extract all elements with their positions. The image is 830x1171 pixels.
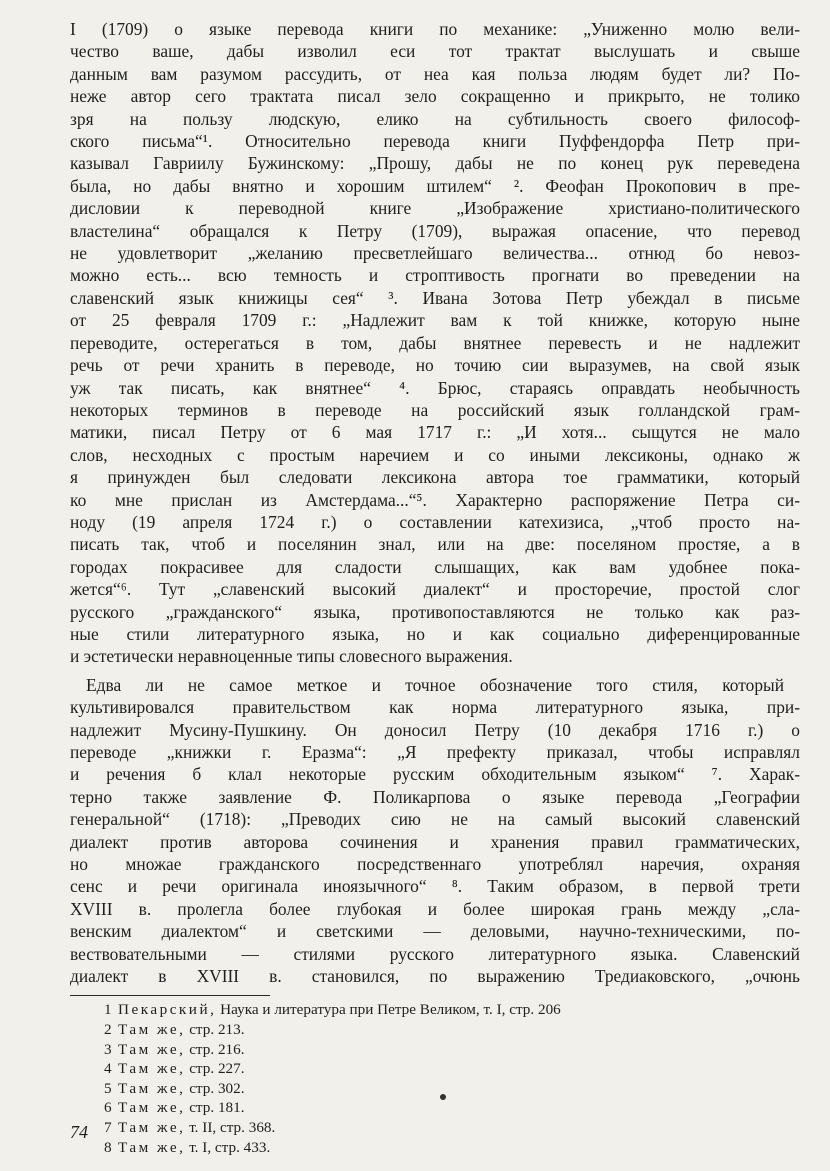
- text-line: была, но дабы внятно и хорошим штилем“ ². Феофан Прокопович в пре-: [70, 175, 800, 196]
- footnote-author: Там же,: [118, 1119, 186, 1137]
- text-line: ноду (19 апреля 1724 г.) о составлении катехизиса, „чтоб просто на-: [70, 511, 800, 532]
- text-line: славенский язык книжицы сея“ ³. Ивана Зотова Петр убеждал в письме: [70, 287, 800, 308]
- footnote-number: 3: [104, 1040, 112, 1058]
- footnote-number: 8: [104, 1138, 112, 1156]
- text-line: ко мне прислан из Амстердама...“⁵. Характерно распоряжение Петра си-: [70, 489, 800, 510]
- footnote-divider: [70, 995, 270, 996]
- footnote-reference: стр. 227.: [189, 1060, 245, 1078]
- footnote-reference: стр. 216.: [189, 1040, 245, 1058]
- footnote-author: Там же,: [118, 1138, 186, 1156]
- text-line: Едва ли не самое меткое и точное обозначение того стиля, который: [86, 674, 784, 695]
- text-line: зря на пользу людскую, елико на субтильность своего философ-: [70, 108, 800, 129]
- text-line: слов, несходных с простым наречием и со иными лексиконы, однако ж: [70, 444, 800, 465]
- text-line: не удовлетворит „желанию пресветлейшаго величества... отнюд бо невоз-: [70, 243, 800, 264]
- text-line: культивировался правительством как норма литературного языка, при-: [70, 697, 800, 718]
- text-line: дисловии к переводной книге „Изображение христиано-политического: [70, 198, 800, 219]
- text-line: терно также заявление Ф. Поликарпова о языке перевода „Географии: [70, 786, 800, 807]
- text-line: речь от речи хранить в переводе, но точию сии выразумев, на свой язык: [70, 355, 800, 376]
- text-line: и речения б клал некоторые русским обходительным языком“ ⁷. Харак-: [70, 764, 800, 785]
- text-line: писать так, чтоб и поселянин знал, или на две: поселяном простяе, а в: [70, 534, 800, 555]
- footnote-author: Пекарский,: [118, 1001, 217, 1019]
- text-line: но множае гражданского посредственнаго употреблял наречия, охраняя: [70, 854, 800, 875]
- text-line: I (1709) о языке перевода книги по механике: „Униженно молю вели-: [70, 19, 800, 39]
- text-line: некоторых терминов в переводе на российский язык голландской грам-: [70, 399, 800, 420]
- footnote-reference: т. I, стр. 433.: [189, 1138, 271, 1156]
- footnote-number: 5: [104, 1079, 112, 1097]
- text-line: надлежит Мусину-Пушкину. Он доносил Петру (10 декабря 1716 г.) о: [70, 719, 800, 740]
- text-line: неже автор сего трактата писал зело сокращенно и прикрыто, не толико: [70, 86, 800, 107]
- text-line: генеральной“ (1718): „Преводих сию не на самый высокий славенский: [70, 809, 800, 830]
- text-line: можно есть... всю темность и строптивость прогнати во преведении на: [70, 265, 800, 286]
- footnote-reference: т. II, стр. 368.: [189, 1119, 276, 1137]
- ink-speck: [440, 1094, 446, 1100]
- text-line: чество ваше, дабы изволил еси тот трактат выслушать и свыше: [70, 41, 800, 62]
- footnote-author: Там же,: [118, 1060, 186, 1078]
- footnote-author: Там же,: [118, 1040, 186, 1058]
- paragraph-1: [70, 18, 800, 668]
- text-line: ского письма“¹. Относительно перевода книги Пуффендорфа Петр при-: [70, 131, 800, 152]
- text-line: ные стили литературного языка, но и как социально диференцированные: [70, 623, 800, 644]
- text-line: русского „гражданского“ языка, противопоставляются не только как раз-: [70, 601, 800, 622]
- footnote-author: Там же,: [118, 1021, 186, 1039]
- paragraph-2: [70, 674, 800, 988]
- text-line: матики, писал Петру от 6 мая 1717 г.: „И хотя... сыщутся не мало: [70, 422, 800, 443]
- text-line: сенс и речи оригинала иноязычного“ ⁸. Таким образом, в первой трети: [70, 876, 800, 897]
- text-line: городах покрасивее для сладости слышащих, как вам удобнее пока-: [70, 556, 800, 577]
- text-line: вествовательными — стилями русского литературного языка. Славенский: [70, 943, 800, 964]
- footnote: [70, 1098, 800, 1118]
- page-number: 74: [70, 1122, 88, 1142]
- footnote: [70, 1020, 800, 1040]
- footnotes: [70, 1000, 800, 1157]
- footnote-author: Там же,: [118, 1079, 186, 1097]
- text-line: жется“⁶. Тут „славенский высокий диалект“ и просторечие, простой слог: [70, 579, 800, 600]
- footnote: [70, 1138, 800, 1158]
- text-line: казывал Гавриилу Бужинскому: „Прошу, дабы не по конец рук переведена: [70, 153, 800, 174]
- text-line: XVIII в. пролегла более глубокая и более широкая грань между „сла-: [70, 898, 800, 919]
- footnote: [70, 1118, 800, 1138]
- footnote: [70, 1079, 800, 1099]
- text-line: властелина“ обращался к Петру (1709), выражая опасение, что перевод: [70, 220, 800, 241]
- text-line: диалект против авторова сочинения и хранения правил грамматических,: [70, 831, 800, 852]
- text-line: я принужден был следовати лексикона автора тое грамматики, который: [70, 467, 800, 488]
- footnote-number: 1: [104, 1001, 112, 1019]
- footnote-reference: стр. 213.: [189, 1021, 245, 1039]
- text-line: уж так писать, как внятнее“ ⁴. Брюс, стараясь оправдать необычность: [70, 377, 800, 398]
- footnote-number: 7: [104, 1119, 112, 1137]
- text-line: данным вам разумом рассудить, от неа кая польза людям будет ли? По-: [70, 63, 800, 84]
- text-line: венским диалектом“ и светскими — деловыми, научно-техническими, по-: [70, 921, 800, 942]
- text-line: переводите, остерегаться в том, дабы внятнее перевесть и не надлежит: [70, 332, 800, 353]
- footnote-reference: стр. 181.: [189, 1099, 245, 1117]
- footnote: [70, 1000, 800, 1020]
- text-line: переводе „книжки г. Еразма“: „Я префекту приказал, чтобы исправлял: [70, 742, 800, 762]
- footnote-reference: стр. 302.: [189, 1079, 245, 1097]
- footnote-number: 4: [104, 1060, 112, 1078]
- footnote-number: 2: [104, 1021, 112, 1039]
- text-line: от 25 февраля 1709 г.: „Надлежит вам к той книжке, которую ныне: [70, 310, 800, 331]
- footnote-reference: Наука и литература при Петре Великом, т. I, стр. 206: [220, 1001, 561, 1019]
- text-line: и эстетически неравноценные типы словесного выражения.: [70, 646, 513, 667]
- footnote: [70, 1040, 800, 1060]
- text-line: диалект в XVIII в. становился, по выражению Тредиаковского, „очюнь: [70, 966, 800, 987]
- footnote-author: Там же,: [118, 1099, 186, 1117]
- footnote: [70, 1059, 800, 1079]
- footnote-number: 6: [104, 1099, 112, 1117]
